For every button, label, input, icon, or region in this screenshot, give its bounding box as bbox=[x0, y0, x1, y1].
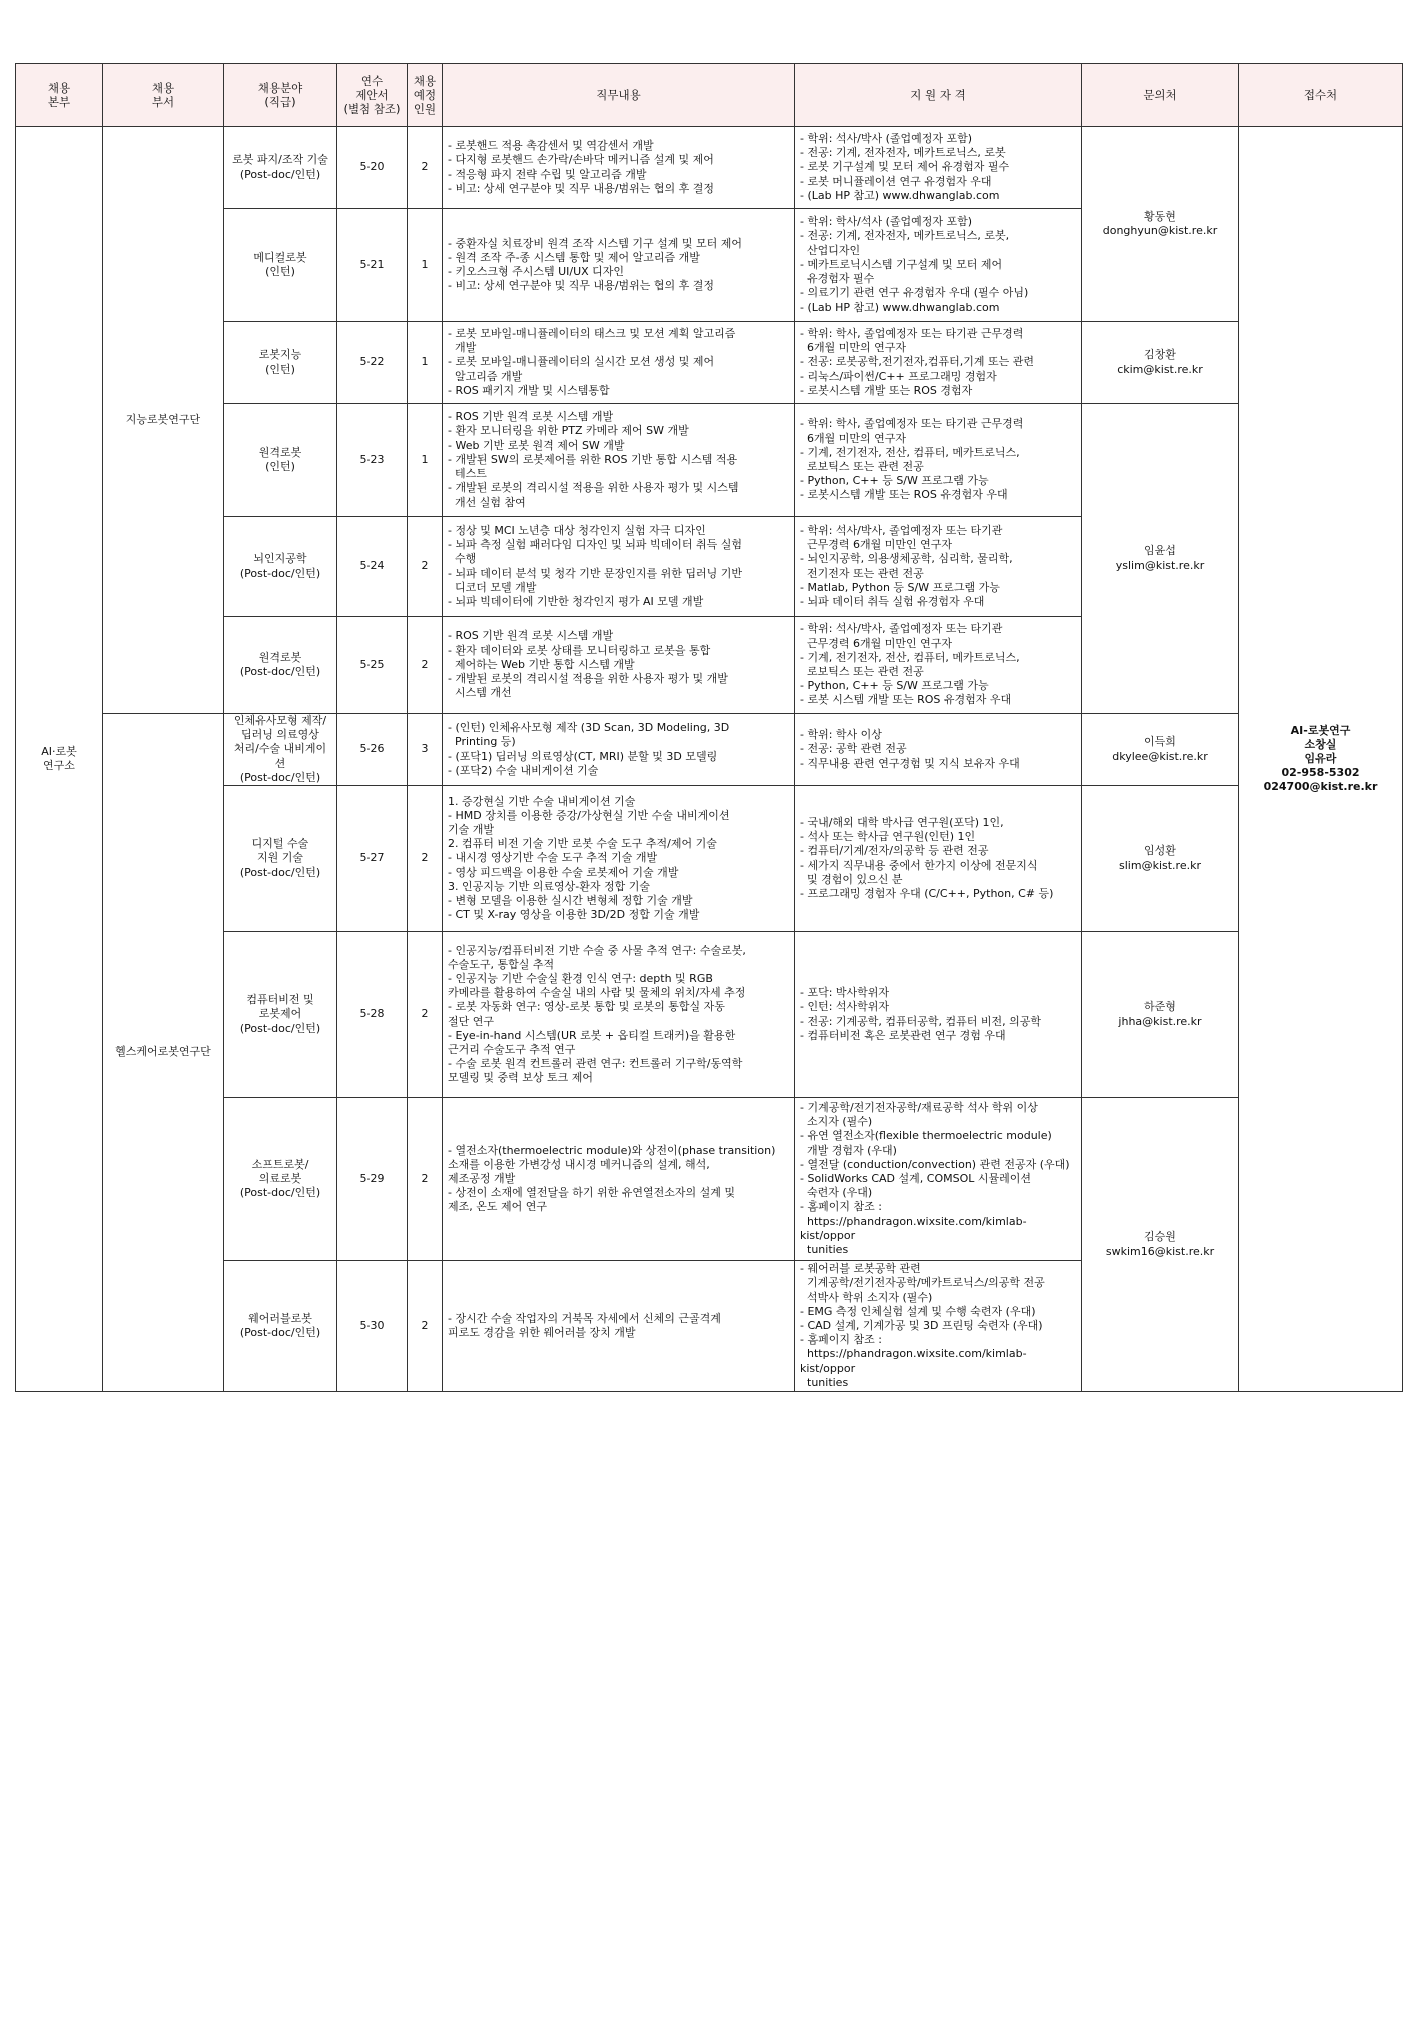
list-item: 로보틱스 또는 관련 전공 bbox=[800, 665, 924, 678]
list-item: - 학위: 학사, 졸업예정자 또는 타기관 근무경력 bbox=[800, 326, 1024, 340]
proposal-cell: 5-20 bbox=[337, 127, 408, 209]
list-item: - 인턴: 석사학위자 bbox=[800, 1000, 890, 1014]
list-item: - 중환자실 치료장비 원격 조작 시스템 기구 설계 및 모터 제어 bbox=[448, 236, 742, 250]
qualifications-list bbox=[800, 215, 1076, 314]
duties-list bbox=[448, 237, 789, 294]
list-item: - 다지형 로봇핸드 손가락/손바닥 메커니즘 설계 및 제어 bbox=[448, 153, 714, 167]
list-item: - 비고: 상세 연구분야 및 직무 내용/범위는 협의 후 결정 bbox=[448, 181, 714, 195]
table-row bbox=[16, 714, 1403, 786]
qualifications-cell bbox=[795, 617, 1082, 714]
qualifications-list bbox=[800, 622, 1076, 707]
list-item: 로보틱스 또는 관련 전공 bbox=[800, 460, 924, 473]
list-item: - Web 기반 로봇 원격 제어 SW 개발 bbox=[448, 438, 625, 452]
duties-list bbox=[448, 944, 789, 1086]
duties-cell bbox=[443, 404, 795, 517]
list-item: - 웨어러블 로봇공학 관련 bbox=[800, 1262, 921, 1276]
list-item: - 컴퓨터/기계/전자/의공학 등 관련 전공 bbox=[800, 844, 989, 858]
list-item: 개발 bbox=[448, 341, 477, 355]
duties-list bbox=[448, 327, 789, 398]
list-item: - 국내/해외 대학 박사급 연구원(포닥) 1인, bbox=[800, 815, 1004, 829]
qualifications-list bbox=[800, 1101, 1076, 1257]
list-item: Printing 등) bbox=[448, 735, 516, 749]
header-duties: 직무내용 bbox=[443, 64, 795, 127]
list-item: 제조, 온도 제어 연구 bbox=[448, 1200, 547, 1214]
list-item: - 환자 모니터링을 위한 PTZ 카메라 제어 SW 개발 bbox=[448, 424, 689, 438]
list-item: - 로봇 모바일-매니퓰레이터의 태스크 및 모션 계획 알고리즘 bbox=[448, 326, 736, 340]
list-item: 개발 경험자 (우대) bbox=[800, 1143, 897, 1157]
qualifications-list bbox=[800, 816, 1076, 901]
list-item: - 학위: 석사/박사, 졸업예정자 또는 타기관 bbox=[800, 622, 1003, 636]
list-item: - 로봇 기구설계 및 모터 제어 유경험자 필수 bbox=[800, 160, 1010, 174]
list-item: - 기계, 전기전자, 전산, 컴퓨터, 메카트로닉스, bbox=[800, 650, 1020, 664]
contact-cell: 이득희 dkylee@kist.re.kr bbox=[1082, 714, 1239, 786]
list-item: - Python, C++ 등 S/W 프로그램 가능 bbox=[800, 679, 989, 693]
list-item: - 의료기기 관련 연구 유경험자 우대 (필수 아님) bbox=[800, 286, 1029, 300]
field-cell: 웨어러블로봇 (Post-doc/인턴) bbox=[224, 1261, 337, 1392]
list-item: - CAD 설계, 기계가공 및 3D 프린팅 숙련자 (우대) bbox=[800, 1318, 1043, 1332]
list-item: - 석사 또는 학사급 연구원(인턴) 1인 bbox=[800, 830, 976, 844]
list-item: 수술도구, 통합실 추적 bbox=[448, 957, 555, 971]
list-item: tunities bbox=[800, 1375, 849, 1389]
qualifications-list bbox=[800, 327, 1076, 398]
count-cell: 2 bbox=[408, 932, 443, 1098]
qualifications-cell bbox=[795, 209, 1082, 322]
list-item: 3. 인공지능 기반 의료영상-환자 정합 기술 bbox=[448, 879, 650, 893]
list-item: 소지자 (필수) bbox=[800, 1115, 873, 1129]
list-item: 6개월 미만의 연구자 bbox=[800, 341, 906, 355]
duties-cell bbox=[443, 1098, 795, 1261]
list-item: 제조공정 개발 bbox=[448, 1171, 516, 1185]
qualifications-cell bbox=[795, 932, 1082, 1098]
list-item: - EMG 측정 인체실험 설계 및 수행 숙련자 (우대) bbox=[800, 1304, 1036, 1318]
list-item: 기술 개발 bbox=[448, 823, 495, 836]
header-proposal: 연수 제안서 (별첨 참조) bbox=[337, 64, 408, 127]
qualifications-cell bbox=[795, 786, 1082, 932]
contact-cell: 황동현 donghyun@kist.re.kr bbox=[1082, 127, 1239, 322]
qualifications-list bbox=[800, 728, 1076, 771]
list-item: - 수술 로봇 원격 컨트롤러 관련 연구: 컨트롤러 기구학/동역학 bbox=[448, 1057, 743, 1071]
proposal-cell: 5-28 bbox=[337, 932, 408, 1098]
list-item: - 비고: 상세 연구분야 및 직무 내용/범위는 협의 후 결정 bbox=[448, 279, 714, 293]
table-row bbox=[16, 786, 1403, 932]
list-item: - 학위: 학사, 졸업예정자 또는 타기관 근무경력 bbox=[800, 417, 1024, 431]
list-item: 소재를 이용한 가변강성 내시경 메커니즘의 설계, 해석, bbox=[448, 1157, 710, 1171]
field-cell: 소프트로봇/ 의료로봇 (Post-doc/인턴) bbox=[224, 1098, 337, 1261]
count-cell: 2 bbox=[408, 127, 443, 209]
duties-list bbox=[448, 410, 789, 509]
list-item: - 전공: 기계, 전자전자, 메카트로닉스, 로봇, bbox=[800, 229, 1010, 243]
proposal-cell: 5-26 bbox=[337, 714, 408, 786]
list-item: 개선 실험 참여 bbox=[448, 495, 526, 509]
header-field: 채용분야 (직급) bbox=[224, 64, 337, 127]
list-item: 절단 연구 bbox=[448, 1014, 495, 1028]
list-item: 전기전자 또는 관련 전공 bbox=[800, 566, 924, 580]
qualifications-list bbox=[800, 524, 1076, 609]
count-cell: 2 bbox=[408, 1098, 443, 1261]
list-item: - (Lab HP 참고) www.dhwanglab.com bbox=[800, 300, 1000, 314]
header-qualifications: 지 원 자 격 bbox=[795, 64, 1082, 127]
list-item: - 로봇 머니퓰레이션 연구 유경험자 우대 bbox=[800, 174, 992, 188]
qualifications-cell bbox=[795, 1261, 1082, 1392]
list-item: - 키오스크형 주시스템 UI/UX 디자인 bbox=[448, 265, 625, 278]
count-cell: 2 bbox=[408, 1261, 443, 1392]
list-item: - 학위: 학사/석사 (졸업예정자 포함) bbox=[800, 215, 973, 229]
qualifications-list bbox=[800, 132, 1076, 203]
proposal-cell: 5-23 bbox=[337, 404, 408, 517]
table-row bbox=[16, 127, 1403, 209]
duties-cell bbox=[443, 322, 795, 404]
list-item: - Eye-in-hand 시스템(UR 로봇 + 옵티컬 트래커)을 활용한 bbox=[448, 1028, 736, 1042]
header-department: 채용 부서 bbox=[103, 64, 224, 127]
qualifications-list bbox=[800, 417, 1076, 502]
field-cell: 로봇지능 (인턴) bbox=[224, 322, 337, 404]
proposal-cell: 5-21 bbox=[337, 209, 408, 322]
list-item: - CT 및 X-ray 영상을 이용한 3D/2D 정합 기술 개발 bbox=[448, 908, 700, 922]
proposal-cell: 5-25 bbox=[337, 617, 408, 714]
list-item: 유경험자 필수 bbox=[800, 272, 875, 286]
list-item: - 프로그래밍 경험자 우대 (C/C++, Python, C# 등) bbox=[800, 886, 1054, 900]
list-item: - 포닥: 박사학위자 bbox=[800, 986, 890, 1000]
duties-cell bbox=[443, 714, 795, 786]
count-cell: 1 bbox=[408, 209, 443, 322]
department-cell: 지능로봇연구단 bbox=[103, 127, 224, 714]
list-item: - (인턴) 인체유사모형 제작 (3D Scan, 3D Modeling, 3D bbox=[448, 721, 730, 735]
field-cell: 인체유사모형 제작/ 딥러닝 의료영상 처리/수술 내비게이션 (Post-doc/인턴) bbox=[224, 714, 337, 786]
list-item: - 기계공학/전기전자공학/재료공학 석사 학위 이상 bbox=[800, 1100, 1038, 1114]
header-contact: 문의처 bbox=[1082, 64, 1239, 127]
duties-cell bbox=[443, 786, 795, 932]
list-item: - 뇌파 측정 실험 패러다임 디자인 및 뇌파 빅데이터 취득 실험 bbox=[448, 538, 742, 552]
list-item: 산업디자인 bbox=[800, 243, 861, 257]
qualifications-cell bbox=[795, 714, 1082, 786]
duties-list bbox=[448, 629, 789, 700]
list-item: 피로도 경감을 위한 웨어러블 장치 개발 bbox=[448, 1326, 636, 1340]
list-item: - 뇌파 데이터 취득 실험 유경험자 우대 bbox=[800, 594, 985, 608]
list-item: 근무경력 6개월 미만인 연구자 bbox=[800, 636, 952, 650]
list-item: 수행 bbox=[448, 552, 477, 566]
proposal-cell: 5-22 bbox=[337, 322, 408, 404]
list-item: - 로봇시스템 개발 또는 ROS 경험자 bbox=[800, 383, 973, 397]
duties-cell bbox=[443, 209, 795, 322]
list-item: - 전공: 공학 관련 전공 bbox=[800, 742, 907, 756]
list-item: - 세가지 직무내용 중에서 한가지 이상에 전문지식 bbox=[800, 858, 1038, 872]
table-row bbox=[16, 1098, 1403, 1261]
list-item: - 장시간 수술 작업자의 거북목 자세에서 신체의 근골격계 bbox=[448, 1311, 721, 1325]
list-item: - 영상 피드백을 이용한 수술 로봇제어 기술 개발 bbox=[448, 865, 679, 879]
list-item: 석박사 학위 소지자 (필수) bbox=[800, 1290, 933, 1304]
list-item: - 기계, 전기전자, 전산, 컴퓨터, 메카트로닉스, bbox=[800, 445, 1020, 459]
count-cell: 2 bbox=[408, 517, 443, 617]
list-item: - 직무내용 관련 연구경험 및 지식 보유자 우대 bbox=[800, 756, 1020, 770]
list-item: - 개발된 로봇의 격리시설 적용을 위한 사용자 평가 및 개발 bbox=[448, 672, 728, 686]
list-item: - SolidWorks CAD 설계, COMSOL 시뮬레이션 bbox=[800, 1171, 1031, 1185]
list-item: - 개발된 로봇의 격리시설 적용을 위한 사용자 평가 및 시스템 bbox=[448, 481, 739, 495]
contact-cell: 임성환 slim@kist.re.kr bbox=[1082, 786, 1239, 932]
duties-list bbox=[448, 1144, 789, 1215]
list-item: - 원격 조작 주-종 시스템 통합 및 제어 알고리즘 개발 bbox=[448, 250, 700, 264]
list-item: - 변형 모델을 이용한 실시간 변형체 정합 기술 개발 bbox=[448, 894, 693, 908]
count-cell: 2 bbox=[408, 786, 443, 932]
list-item: 카메라를 활용하여 수술실 내의 사람 및 물체의 위치/자세 추정 bbox=[448, 986, 746, 1000]
count-cell: 2 bbox=[408, 617, 443, 714]
contact-cell: 김창환 ckim@kist.re.kr bbox=[1082, 322, 1239, 404]
table-row bbox=[16, 322, 1403, 404]
count-cell: 1 bbox=[408, 404, 443, 517]
list-item: - 전공: 기계, 전자전자, 메카트로닉스, 로봇 bbox=[800, 146, 1006, 160]
list-item: 1. 증강현실 기반 수술 내비게이션 기술 bbox=[448, 794, 636, 808]
list-item: - 로봇시스템 개발 또는 ROS 유경험자 우대 bbox=[800, 488, 1008, 502]
list-item: 기계공학/전기전자공학/메카트로닉스/의공학 전공 bbox=[800, 1276, 1045, 1290]
list-item: - 전공: 로봇공학,전기전자,컴퓨터,기계 또는 관련 bbox=[800, 355, 1035, 369]
list-item: 6개월 미만의 연구자 bbox=[800, 431, 906, 445]
list-item: - 로봇 모바일-매니퓰레이터의 실시간 모션 생성 및 제어 bbox=[448, 355, 715, 369]
department-cell: 헬스케어로봇연구단 bbox=[103, 714, 224, 1392]
duties-cell bbox=[443, 617, 795, 714]
list-item: - Python, C++ 등 S/W 프로그램 가능 bbox=[800, 474, 989, 488]
duties-cell bbox=[443, 127, 795, 209]
list-item: - Matlab, Python 등 S/W 프로그램 가능 bbox=[800, 580, 1000, 594]
list-item: 숙련자 (우대) bbox=[800, 1186, 873, 1200]
list-item: 디코더 모델 개발 bbox=[448, 580, 537, 594]
list-item: - 열전소자(thermoelectric module)와 상전이(phase transition) bbox=[448, 1143, 776, 1157]
list-item: - 인공지능 기반 수술실 환경 인식 연구: depth 및 RGB bbox=[448, 971, 713, 985]
list-item: 테스트 bbox=[448, 467, 487, 481]
list-item: https://phandragon.wixsite.com/kimlab-kist/oppor bbox=[800, 1347, 1027, 1375]
list-item: https://phandragon.wixsite.com/kimlab-kist/oppor bbox=[800, 1214, 1027, 1242]
list-item: - 로봇핸드 적용 촉감센서 및 역감센서 개발 bbox=[448, 139, 654, 153]
list-item: - 학위: 석사/박사, 졸업예정자 또는 타기관 bbox=[800, 523, 1003, 537]
list-item: - 뇌파 데이터 분석 및 청각 기반 문장인지를 위한 딥러닝 기반 bbox=[448, 566, 742, 580]
contact-cell: 임윤섭 yslim@kist.re.kr bbox=[1082, 404, 1239, 714]
count-cell: 3 bbox=[408, 714, 443, 786]
contact-cell: 하준형 jhha@kist.re.kr bbox=[1082, 932, 1239, 1098]
duties-cell bbox=[443, 932, 795, 1098]
duties-list bbox=[448, 139, 789, 196]
list-item: 근무경력 6개월 미만인 연구자 bbox=[800, 538, 952, 552]
duties-list bbox=[448, 1312, 789, 1340]
list-item: tunities bbox=[800, 1242, 849, 1256]
list-item: 모델링 및 중력 보상 토크 제어 bbox=[448, 1071, 593, 1085]
division-cell: AI·로봇 연구소 bbox=[16, 127, 103, 1392]
list-item: - ROS 기반 원격 로봇 시스템 개발 bbox=[448, 629, 614, 643]
table-row bbox=[16, 932, 1403, 1098]
qualifications-cell bbox=[795, 517, 1082, 617]
list-item: - 뇌파 빅데이터에 기반한 청각인지 평가 AI 모델 개발 bbox=[448, 594, 704, 608]
list-item: - 개발된 SW의 로봇제어를 위한 ROS 기반 통합 시스템 적용 bbox=[448, 452, 738, 466]
list-item: - 상전이 소재에 열전달을 하기 위한 유연열전소자의 설계 및 bbox=[448, 1186, 735, 1200]
table-row bbox=[16, 404, 1403, 517]
list-item: 시스템 개선 bbox=[448, 686, 512, 700]
qualifications-cell bbox=[795, 322, 1082, 404]
list-item: - 메카트로닉시스템 기구설계 및 모터 제어 bbox=[800, 257, 1003, 271]
list-item: - (포닥2) 수술 내비게이션 기술 bbox=[448, 763, 599, 777]
list-item: 및 경험이 있으신 분 bbox=[800, 872, 903, 886]
reception-cell: AI-로봇연구 소창실 임유라 02-958-5302 024700@kist.re.kr bbox=[1239, 127, 1403, 1392]
field-cell: 뇌인지공학 (Post-doc/인턴) bbox=[224, 517, 337, 617]
count-cell: 1 bbox=[408, 322, 443, 404]
recruitment-table bbox=[15, 63, 1403, 1392]
list-item: 알고리즘 개발 bbox=[448, 369, 523, 383]
duties-list bbox=[448, 795, 789, 923]
list-item: 제어하는 Web 기반 통합 시스템 개발 bbox=[448, 657, 635, 671]
proposal-cell: 5-27 bbox=[337, 786, 408, 932]
header-count: 채용 예정 인원 bbox=[408, 64, 443, 127]
list-item: - 학위: 석사/박사 (졸업예정자 포함) bbox=[800, 131, 973, 145]
field-cell: 원격로봇 (인턴) bbox=[224, 404, 337, 517]
duties-cell bbox=[443, 517, 795, 617]
list-item: - 적응형 파지 전략 수립 및 알고리즘 개발 bbox=[448, 167, 647, 181]
list-item: - 내시경 영상기반 수술 도구 추적 기술 개발 bbox=[448, 851, 658, 865]
proposal-cell: 5-30 bbox=[337, 1261, 408, 1392]
qualifications-cell bbox=[795, 127, 1082, 209]
list-item: - 인공지능/컴퓨터비전 기반 수술 중 사물 추적 연구: 수술로봇, bbox=[448, 943, 746, 957]
proposal-cell: 5-29 bbox=[337, 1098, 408, 1261]
list-item: - 로봇 자동화 연구: 영상-로봇 통합 및 로봇의 통합실 자동 bbox=[448, 1000, 725, 1014]
duties-cell bbox=[443, 1261, 795, 1392]
list-item: - 환자 데이터와 로봇 상태를 모니터링하고 로봇을 통합 bbox=[448, 643, 711, 657]
field-cell: 컴퓨터비전 및 로봇제어 (Post-doc/인턴) bbox=[224, 932, 337, 1098]
field-cell: 원격로봇 (Post-doc/인턴) bbox=[224, 617, 337, 714]
list-item: - 정상 및 MCI 노년층 대상 청각인지 실험 자극 디자인 bbox=[448, 523, 706, 537]
list-item: - (Lab HP 참고) www.dhwanglab.com bbox=[800, 188, 1000, 202]
header-reception: 접수처 bbox=[1239, 64, 1403, 127]
list-item: - (포닥1) 딥러닝 의료영상(CT, MRI) 분할 및 3D 모델링 bbox=[448, 749, 718, 763]
list-item: - 리눅스/파이썬/C++ 프로그래밍 경험자 bbox=[800, 369, 997, 383]
list-item: - ROS 패키지 개발 및 시스템통합 bbox=[448, 383, 610, 397]
duties-list bbox=[448, 524, 789, 609]
qualifications-list bbox=[800, 1262, 1076, 1390]
list-item: - 뇌인지공학, 의용생체공학, 심리학, 물리학, bbox=[800, 552, 1013, 566]
proposal-cell: 5-24 bbox=[337, 517, 408, 617]
list-item: 근거리 수술도구 추적 연구 bbox=[448, 1042, 576, 1056]
field-cell: 디지털 수술 지원 기술 (Post-doc/인턴) bbox=[224, 786, 337, 932]
list-item: - 로봇 시스템 개발 또는 ROS 유경험자 우대 bbox=[800, 693, 1012, 707]
list-item: 2. 컴퓨터 비전 기술 기반 로봇 수술 도구 추적/제어 기술 bbox=[448, 837, 717, 851]
list-item: - ROS 기반 원격 로봇 시스템 개발 bbox=[448, 410, 614, 424]
list-item: - HMD 장치를 이용한 증강/가상현실 기반 수술 내비게이션 bbox=[448, 808, 730, 822]
list-item: - 컴퓨터비전 혹은 로봇관련 연구 경험 우대 bbox=[800, 1028, 1006, 1042]
contact-cell: 김승원 swkim16@kist.re.kr bbox=[1082, 1098, 1239, 1392]
header-division: 채용 본부 bbox=[16, 64, 103, 127]
qualifications-cell bbox=[795, 404, 1082, 517]
qualifications-cell bbox=[795, 1098, 1082, 1261]
list-item: - 홈페이지 참조 : bbox=[800, 1200, 882, 1214]
qualifications-list bbox=[800, 986, 1076, 1043]
field-cell: 로봇 파지/조작 기술 (Post-doc/인턴) bbox=[224, 127, 337, 209]
header-row bbox=[16, 64, 1403, 127]
list-item: - 유연 열전소자(flexible thermoelectric module) bbox=[800, 1129, 1052, 1143]
list-item: - 홈페이지 참조 : bbox=[800, 1333, 882, 1347]
list-item: - 전공: 기계공학, 컴퓨터공학, 컴퓨터 비전, 의공학 bbox=[800, 1014, 1042, 1028]
duties-list bbox=[448, 721, 789, 778]
list-item: - 열전달 (conduction/convection) 관련 전공자 (우대) bbox=[800, 1157, 1070, 1171]
list-item: - 학위: 학사 이상 bbox=[800, 728, 882, 742]
field-cell: 메디컬로봇 (인턴) bbox=[224, 209, 337, 322]
